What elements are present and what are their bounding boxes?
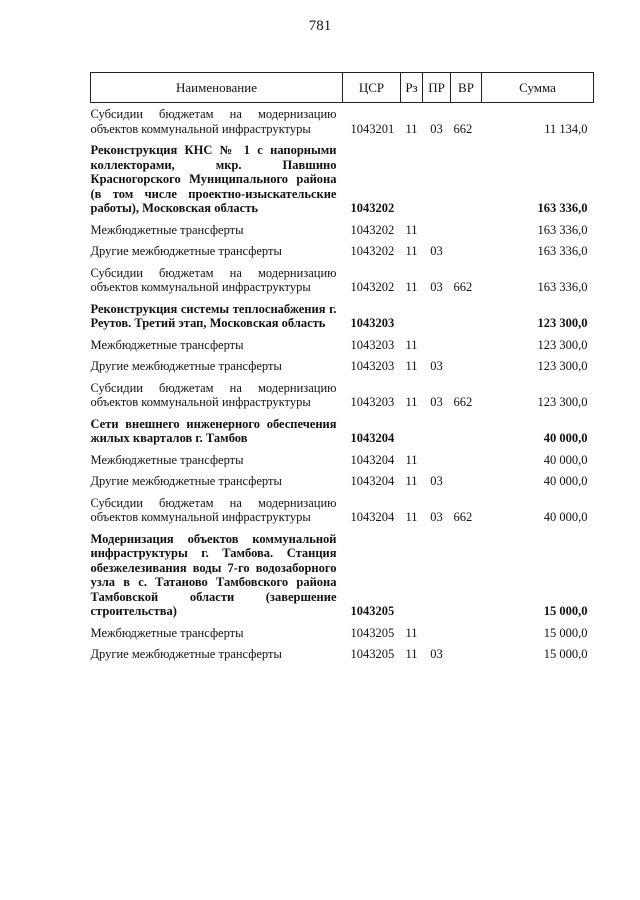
row-vr [451,528,482,622]
row-vr [451,219,482,241]
row-rz: 11 [405,222,418,237]
row-vr [451,622,482,644]
row-pr: 03 [430,244,443,258]
row-name: Другие межбюджетные трансферты [90,474,282,488]
table-row [91,643,594,665]
row-pr [423,622,451,644]
table-row [91,622,594,644]
budget-table [90,72,594,665]
row-pr: 03 [430,359,443,373]
row-sum: 123 300,0 [537,395,588,409]
table-header [91,73,594,103]
row-rz [401,139,423,219]
row-sum: 40 000,0 [543,452,588,467]
row-sum: 163 336,0 [537,280,588,294]
row-sum: 123 300,0 [537,316,588,330]
row-rz: 11 [405,452,418,467]
row-rz: 11 [405,474,418,488]
row-name: Межбюджетные трансферты [90,337,244,352]
row-sum: 15 000,0 [543,625,588,640]
row-pr: 03 [430,121,443,136]
row-vr [451,470,482,492]
row-name: Другие межбюджетные трансферты [90,359,282,373]
header-sum: Сумма [482,73,594,103]
row-rz: 11 [405,625,418,640]
table-row [91,262,594,298]
row-vr [451,449,482,471]
header-vr: ВР [451,73,482,103]
row-csr: 1043204 [350,431,395,445]
row-pr [423,528,451,622]
table-row [91,528,594,622]
table-row [91,470,594,492]
row-vr [451,334,482,356]
row-csr: 1043203 [350,359,395,373]
row-sum: 40 000,0 [543,510,588,524]
row-vr [451,298,482,334]
row-csr: 1043201 [350,121,395,136]
row-sum: 40 000,0 [543,431,588,445]
row-csr: 1043205 [350,625,395,640]
row-csr: 1043204 [350,510,395,524]
row-pr: 03 [430,510,443,524]
row-rz: 11 [405,337,418,352]
row-rz: 11 [405,647,418,661]
row-name: Межбюджетные трансферты [90,625,244,640]
row-vr [451,643,482,665]
table-row [91,377,594,413]
row-rz [401,413,423,449]
row-pr [423,298,451,334]
row-vr [451,139,482,219]
row-rz: 11 [405,280,418,294]
row-sum: 11 134,0 [544,121,588,136]
row-sum: 123 300,0 [537,359,588,373]
row-pr: 03 [430,395,443,409]
row-name: Межбюджетные трансферты [90,222,244,237]
row-rz [401,298,423,334]
row-vr [451,240,482,262]
row-pr: 03 [430,280,443,294]
row-vr: 662 [453,395,473,409]
row-sum: 163 336,0 [537,222,588,237]
row-name: Субсидии бюджетам на модернизацию объектов коммунальной инфраструктуры [90,380,337,409]
row-csr: 1043205 [350,604,395,618]
row-name: Другие межбюджетные трансферты [90,244,282,258]
table-body [91,103,594,665]
row-name: Сети внешнего инженерного обеспечения жилых кварталов г. Тамбов [90,416,337,445]
row-vr: 662 [453,280,473,294]
row-rz: 11 [405,510,418,524]
row-name: Реконструкция системы теплоснабжения г. Реутов. Третий этап, Московская область [90,301,337,330]
table-row [91,492,594,528]
row-name: Субсидии бюджетам на модернизацию объектов коммунальной инфраструктуры [90,265,337,294]
page-number: 781 [308,18,332,34]
row-rz: 11 [405,359,418,373]
row-sum: 40 000,0 [543,474,588,488]
row-pr: 03 [430,474,443,488]
row-vr: 662 [453,510,473,524]
row-name: Модернизация объектов коммунальной инфраструктуры г. Тамбова. Станция обезжелезивания воды 7-го водозаборного узла в с. Татаново Тамбовского района Тамбовской области (завершение строительства) [90,531,337,618]
row-pr: 03 [430,647,443,661]
row-name: Другие межбюджетные трансферты [90,647,282,661]
row-csr: 1043205 [350,647,395,661]
table-row [91,355,594,377]
row-pr [423,219,451,241]
table-row [91,298,594,334]
header-csr: ЦСР [343,73,401,103]
header-pr: ПР [423,73,451,103]
row-csr: 1043202 [350,222,395,237]
row-pr [423,449,451,471]
table-row [91,334,594,356]
row-sum: 163 336,0 [537,201,588,215]
row-name: Субсидии бюджетам на модернизацию объектов коммунальной инфраструктуры [90,107,337,136]
row-rz: 11 [405,244,418,258]
row-csr: 1043203 [350,316,395,330]
row-rz: 11 [405,395,418,409]
table-row [91,139,594,219]
row-csr: 1043202 [350,280,395,294]
row-pr [423,139,451,219]
row-csr: 1043202 [350,244,395,258]
row-csr: 1043204 [350,452,395,467]
row-sum: 15 000,0 [543,604,588,618]
row-rz: 11 [405,121,418,136]
row-pr [423,413,451,449]
row-rz [401,528,423,622]
row-name: Межбюджетные трансферты [90,452,244,467]
row-sum: 123 300,0 [537,337,588,352]
row-vr: 662 [453,121,473,136]
header-name: Наименование [91,73,343,103]
row-vr [451,413,482,449]
row-vr [451,355,482,377]
row-csr: 1043203 [350,395,395,409]
row-csr: 1043202 [350,201,395,215]
row-name: Реконструкция КНС № 1 с напорными коллекторами, мкр. Павшино Красногорского Муниципального района (в том числе проектно-изыскательские работы), Московская область [90,143,337,215]
row-pr [423,334,451,356]
table-row [91,240,594,262]
header-rz: Рз [401,73,423,103]
row-name: Субсидии бюджетам на модернизацию объектов коммунальной инфраструктуры [90,495,337,524]
table-row [91,103,594,140]
row-csr: 1043203 [350,337,395,352]
table-row [91,413,594,449]
row-csr: 1043204 [350,474,395,488]
row-sum: 163 336,0 [537,244,588,258]
row-sum: 15 000,0 [543,647,588,661]
table-row [91,219,594,241]
table-row [91,449,594,471]
